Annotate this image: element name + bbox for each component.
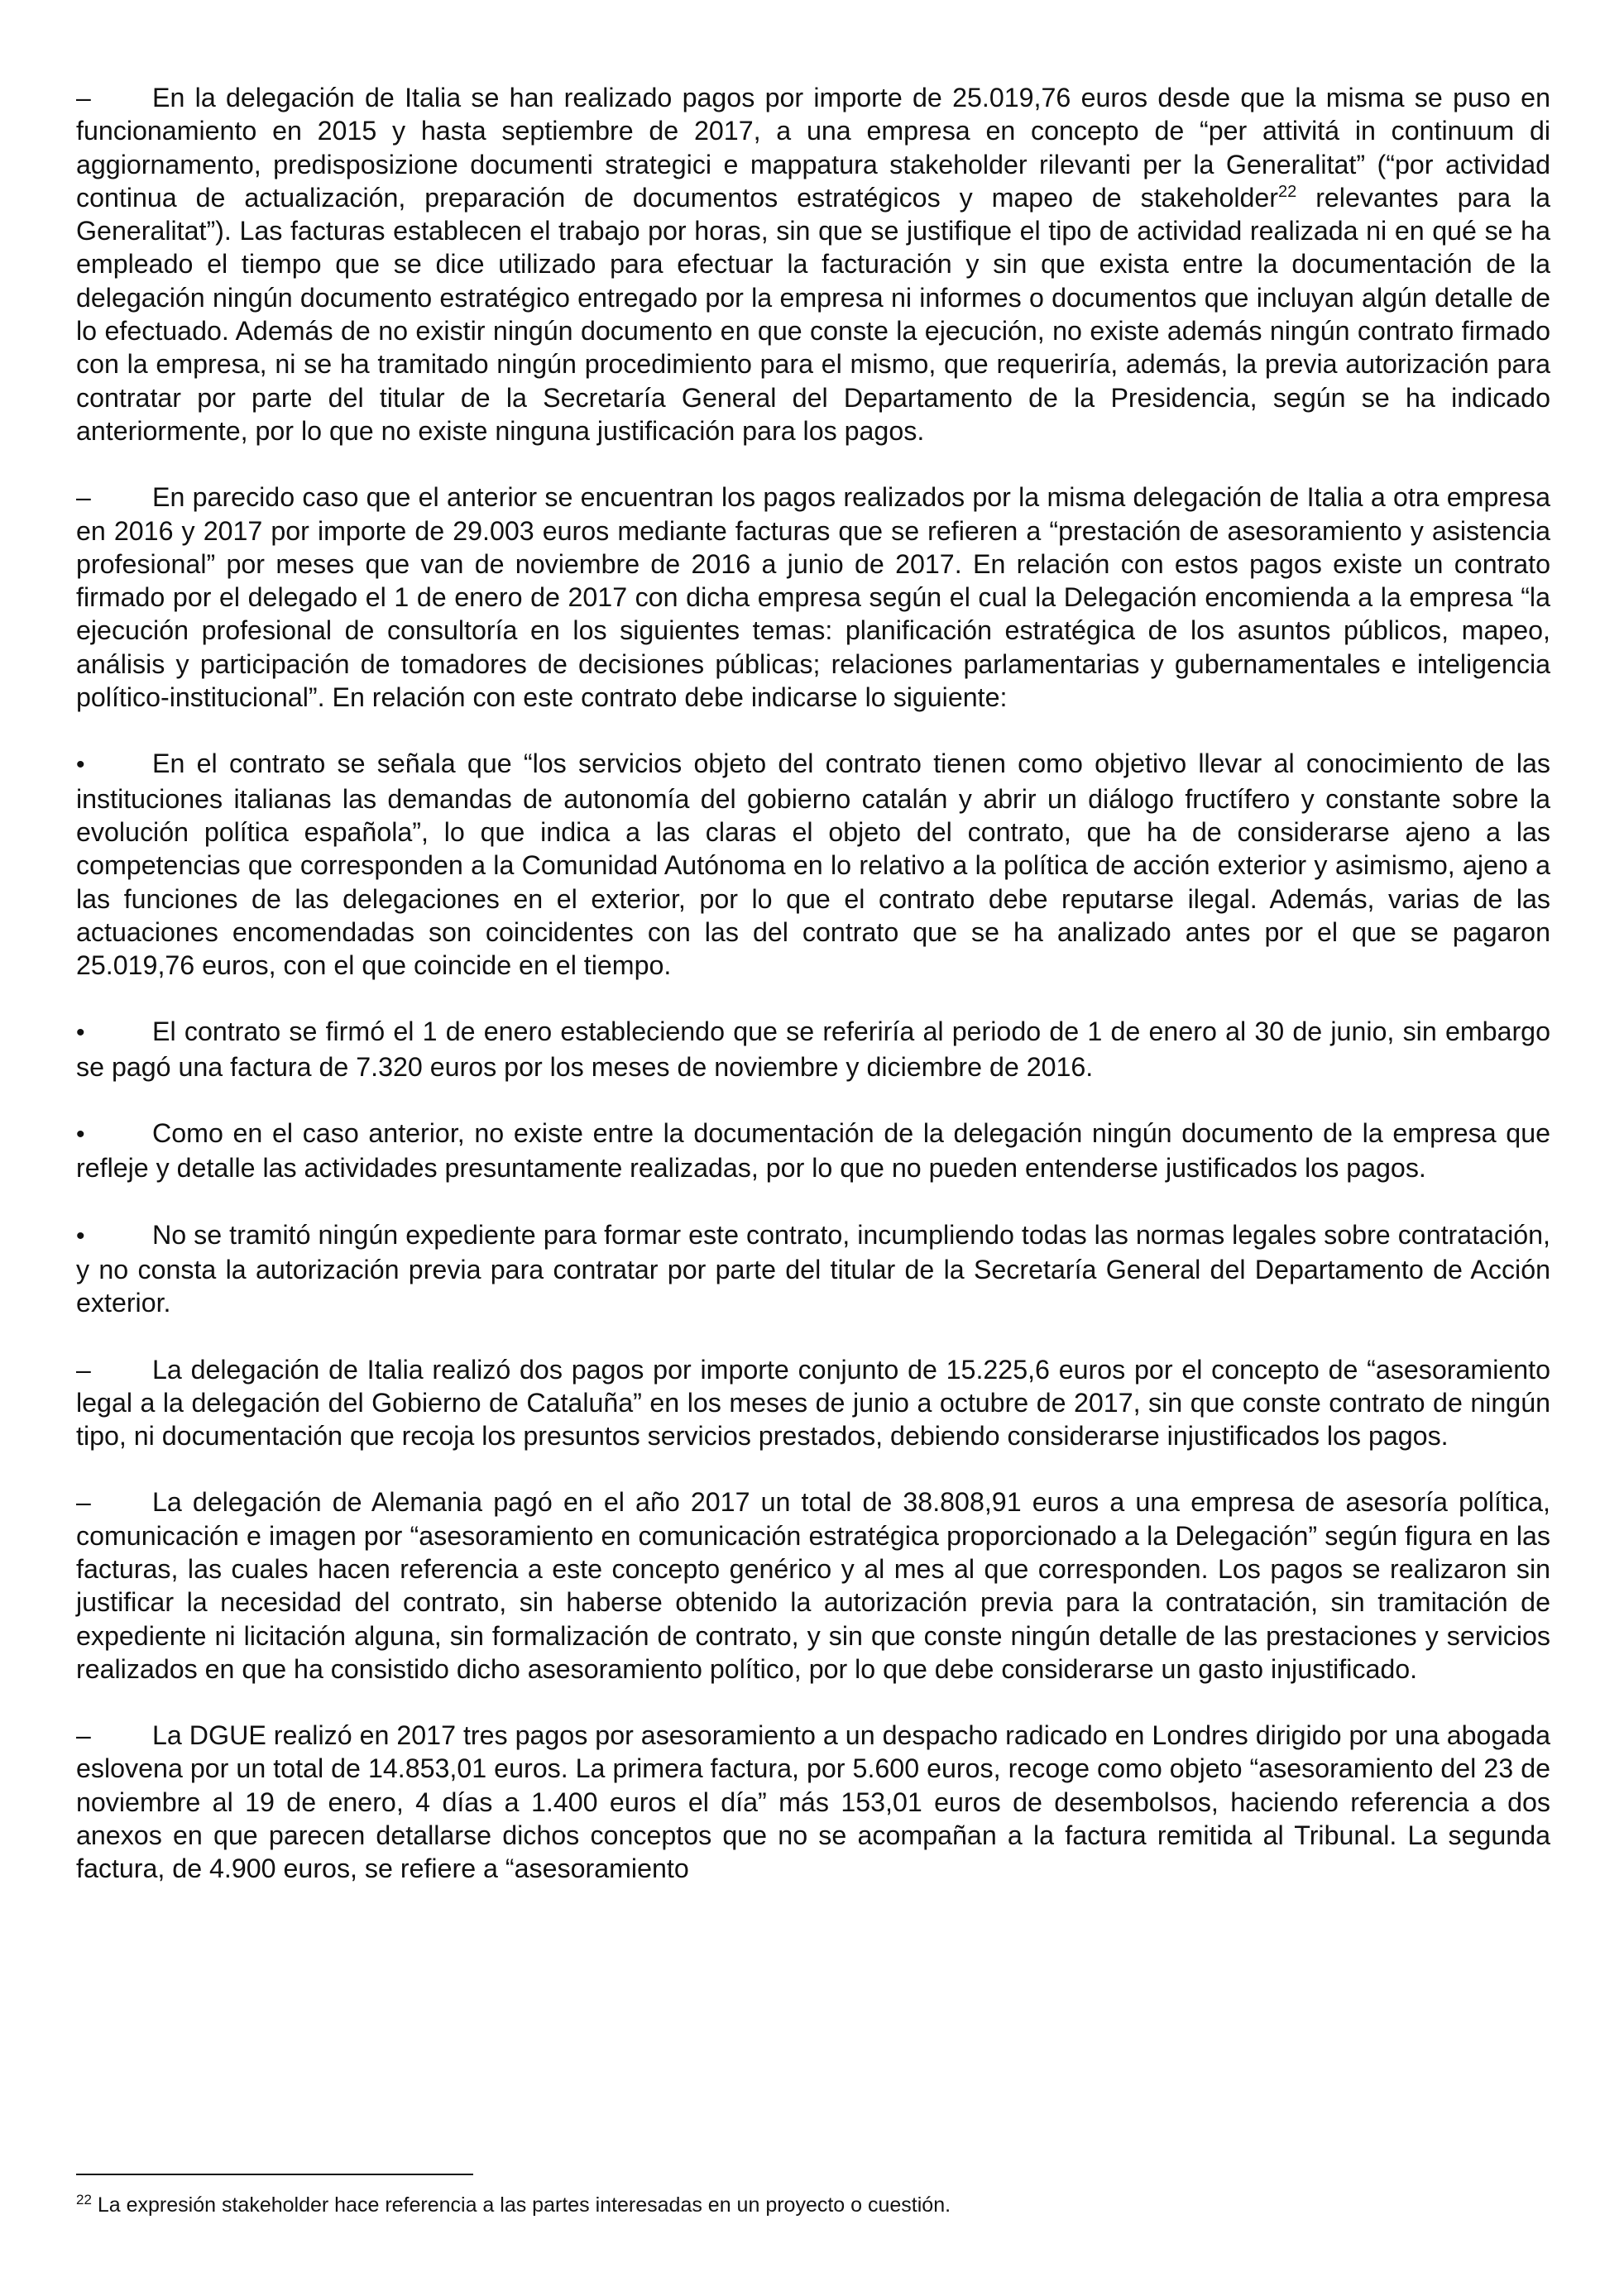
footnote-separator <box>76 2174 473 2175</box>
paragraph-alemania-asesoria <box>76 1485 1550 1686</box>
paragraph-italia-pagos-stakeholder <box>76 81 1550 447</box>
footnote <box>76 2193 1550 2217</box>
paragraph-text: La delegación de Italia realizó dos pagos por importe conjunto de 15.225,6 euros por el concepto de “asesoramiento legal a la delegación del Gobierno de Cataluña” en los meses de junio a octubre de 2017, sin que conste contrato de ningún tipo, ni documentación que recoja los presuntos servicios prestados, debiendo considerarse injustificados los pagos. <box>76 1354 1550 1452</box>
paragraph-text: El contrato se firmó el 1 de enero estableciendo que se referiría al periodo de 1 de enero al 30 de junio, sin embargo se pagó una factura de 7.320 euros por los meses de noviembre y diciembre de 2016. <box>76 1016 1550 1082</box>
bullet-marker: • <box>76 1121 85 1149</box>
bullet-marker: • <box>76 1019 85 1047</box>
bullet-sin-expediente <box>76 1218 1550 1320</box>
bullet-objeto-contrato <box>76 747 1550 982</box>
dash-marker: – <box>76 482 91 513</box>
paragraph-text: No se tramitó ningún expediente para formar este contrato, incumpliendo todas las normas legales sobre contratación, y no consta la autorización previa para contratar por parte del titular de la Secretaría General del Departamento de Acción exterior. <box>76 1219 1550 1318</box>
dash-marker: – <box>76 1720 91 1751</box>
bullet-fecha-contrato <box>76 1015 1550 1083</box>
footnote-reference: 22 <box>1278 182 1297 201</box>
paragraph-italia-otra-empresa <box>76 481 1550 714</box>
bullet-sin-documentacion <box>76 1117 1550 1185</box>
dash-marker: – <box>76 1487 91 1518</box>
bullet-marker: • <box>76 751 85 779</box>
paragraph-text: Como en el caso anterior, no existe entre la documentación de la delegación ningún documento de la empresa que refleje y detalle las actividades presuntamente realizadas, por lo que no pueden entenderse justificados los pagos. <box>76 1118 1550 1184</box>
paragraph-text: En parecido caso que el anterior se encuentran los pagos realizados por la misma delegación de Italia a otra empresa en 2016 y 2017 por importe de 29.003 euros mediante facturas que se refieren a “prestación de asesoramiento y asistencia profesional” por meses que van de noviembre de 2016 a junio de 2017. En relación con estos pagos existe un contrato firmado por el delegado el 1 de enero de 2017 con dicha empresa según el cual la Delegación encomienda a la empresa “la ejecución profesional de consultoría en los siguientes temas: planificación estratégica de los asuntos públicos, mapeo, análisis y participación de tomadores de decisiones públicas; relaciones parlamentarias y gubernamentales e inteligencia político-institucional”. En relación con este contrato debe indicarse lo siguiente: <box>76 482 1550 713</box>
paragraph-italia-asesoramiento-legal <box>76 1353 1550 1453</box>
dash-marker: – <box>76 83 91 112</box>
dash-marker: – <box>76 1354 91 1385</box>
paragraph-text: En la delegación de Italia se han realizado pagos por importe de 25.019,76 euros desde que la misma se puso en funcionamiento en 2015 y hasta septiembre de 2017, a una empresa en concepto de “per attivitá in continuum di aggiornamento, predisposizione documenti strategici e mappatura stakeholder rilevanti per la Generalitat” (“por actividad continua de actualización, preparación de documentos estratégicos y mapeo de stakeholder <box>76 83 1550 213</box>
paragraph-text: En el contrato se señala que “los servicios objeto del contrato tienen como objetivo llevar al conocimiento de las instituciones italianas las demandas de autonomía del gobierno catalán y abrir un diálogo fructífero y constante sobre la evolución política española”, lo que indica a las claras el objeto del contrato, que ha de considerarse ajeno a las competencias que corresponden a la Comunidad Autónoma en lo relativo a la política de acción exterior y asimismo, ajeno a las funciones de las delegaciones en el exterior, por lo que el contrato debe reputarse ilegal. Además, varias de las actuaciones encomendadas son coincidentes con las del contrato que se ha analizado antes por el que se pagaron 25.019,76 euros, con el que coincide en el tiempo. <box>76 749 1550 981</box>
paragraph-text: La delegación de Alemania pagó en el año 2017 un total de 38.808,91 euros a una empresa de asesoría política, comunicación e imagen por “asesoramiento en comunicación estratégica proporcionado a la Delegación” según figura en las facturas, las cuales hacen referencia a este concepto genérico y al mes al que corresponden. Los pagos se realizaron sin justificar la necesidad del contrato, sin haberse obtenido la autorización previa para la contratación, sin tramitación de expediente ni licitación alguna, sin formalización de contrato, y sin que conste ningún detalle de las prestaciones y servicios realizados en que ha consistido dicho asesoramiento político, por lo que debe considerarse un gasto injustificado. <box>76 1487 1550 1684</box>
paragraph-text: La DGUE realizó en 2017 tres pagos por asesoramiento a un despacho radicado en Londres dirigido por una abogada eslovena por un total de 14.853,01 euros. La primera factura, por 5.600 euros, recoge como objeto “asesoramiento del 23 de noviembre al 19 de enero, 4 días a 1.400 euros el día” más 153,01 euros de desembolsos, haciendo referencia a dos anexos en que parecen detallarse dichos conceptos que no se acompañan a la factura remitida al Tribunal. La segunda factura, de 4.900 euros, se refiere a “asesoramiento <box>76 1720 1550 1884</box>
paragraph-dgue-londres <box>76 1719 1550 1885</box>
footnote-number: 22 <box>76 2192 92 2208</box>
document-body <box>76 81 1550 1919</box>
footnote-text: La expresión stakeholder hace referencia a las partes interesadas en un proyecto o cuestión. <box>91 2193 951 2217</box>
bullet-marker: • <box>76 1222 85 1250</box>
paragraph-text-continued: relevantes para la Generalitat”). Las facturas establecen el trabajo por horas, sin que se justifique el tipo de actividad realizada ni en qué se ha empleado el tiempo que se dice utilizado para efectuar la facturación y sin que exista entre la documentación de la delegación ningún documento estratégico entregado por la empresa ni informes o documentos que incluyan algún detalle de lo efectuado. Además de no existir ningún documento en que conste la ejecución, no existe además ningún contrato firmado con la empresa, ni se ha tramitado ningún procedimiento para el mismo, que requeriría, además, la previa autorización para contratar por parte del titular de la Secretaría General del Departamento de la Presidencia, según se ha indicado anteriormente, por lo que no existe ninguna justificación para los pagos. <box>76 182 1550 446</box>
